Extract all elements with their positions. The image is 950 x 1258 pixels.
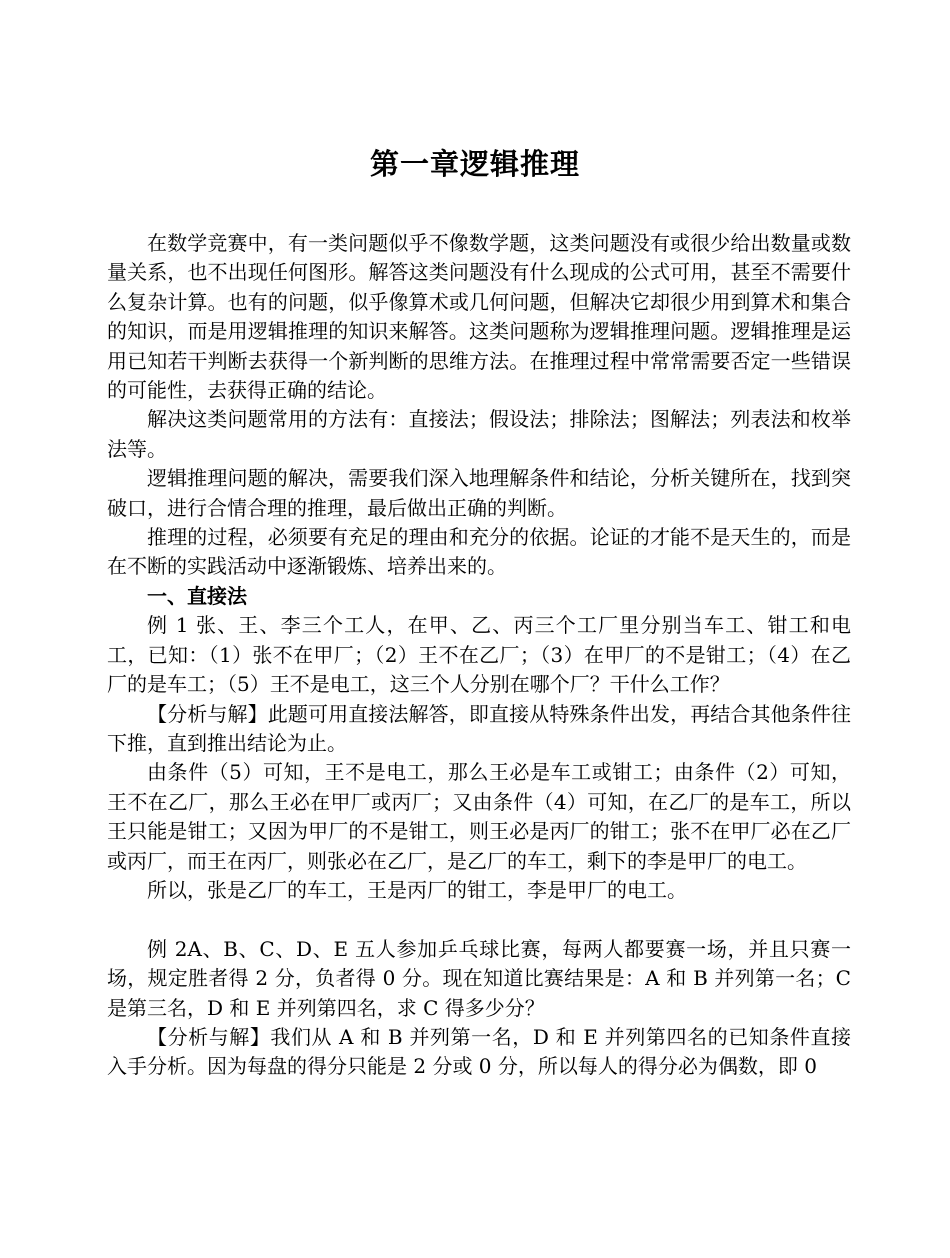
example2-analysis: [107, 1023, 851, 1082]
example2-problem: 例 2A、B、C、D、E 五人参加乒乓球比赛，每两人都要赛一场，并且只赛一场，规定胜者得 2 分，负者得 0 分。现在知道比赛结果是：A 和 B 并列第一名；C 是第三名，D 和 E 并列第四名，求 C 得多少分？: [107, 936, 851, 1020]
example1-conclusion: 所以，张是乙厂的车工，王是丙厂的钳工，李是甲厂的电工。: [147, 877, 687, 902]
chapter-title: 第一章逻辑推理: [369, 147, 580, 181]
paragraph-methods: 解决这类问题常用的方法有：直接法；假设法；排除法；图解法；列表法和枚举法等。: [107, 407, 851, 461]
paragraph-gap: [107, 905, 851, 934]
paragraph-intro: 在数学竞赛中，有一类问题似乎不像数学题，这类问题没有或很少给出数量或数量关系，也不出现任何图形。解答这类问题没有什么现成的公式可用，甚至不需要什么复杂计算。也有的问题，似乎像算术或几何问题，但解决它却很少用到算术和集合的知识，而是用逻辑推理的知识来解答。这类问题称为逻辑推理问题。逻辑推理是运用已知若干判断去获得一个新判断的思维方法。在推理过程中常常需要否定一些错误的可能性，去获得正确的结论。: [107, 231, 851, 403]
example1-analysis: [107, 700, 851, 759]
paragraph-process: 推理的过程，必须要有充足的理由和充分的依据。论证的才能不是天生的，而是在不断的实践活动中逐渐锻炼、培养出来的。: [107, 525, 851, 579]
analysis-text: 我们从 A 和 B 并列第一名，D 和 E 并列第四名的已知条件直接入手分析。因为每盘的得分只能是 2 分或 0 分，所以每人的得分必为偶数，即 0: [107, 1024, 852, 1079]
document-body: [107, 229, 851, 1082]
section-heading: 一、直接法: [147, 583, 247, 608]
analysis-label: 【分析与解】: [147, 1024, 271, 1049]
paragraph-approach: 逻辑推理问题的解决，需要我们深入地理解条件和结论，分析关键所在，找到突破口，进行合情合理的推理，最后做出正确的判断。: [107, 466, 851, 520]
example1-reasoning: 由条件（5）可知，王不是电工，那么王必是车工或钳工；由条件（2）可知，王不在乙厂，那么王必在甲厂或丙厂；又由条件（4）可知，在乙厂的是车工，所以王只能是钳工；又因为甲厂的不是钳工，则王必是丙厂的钳工；张不在甲厂必在乙厂或丙厂，而王在丙厂，则张必在乙厂，是乙厂的车工，剩下的李是甲厂的电工。: [107, 760, 851, 873]
analysis-label: 【分析与解】: [147, 701, 268, 726]
analysis-text: 此题可用直接法解答，即直接从特殊条件出发，再结合其他条件往下推，直到推出结论为止。: [107, 701, 852, 755]
example1-problem: 例 1 张、王、李三个工人，在甲、乙、丙三个工厂里分别当车工、钳工和电工，已知：（1）张不在甲厂；（2）王不在乙厂；（3）在甲厂的不是钳工；（4）在乙厂的是车工；（5）王不是电工，这三个人分别在哪个厂？干什么工作？: [107, 613, 851, 697]
